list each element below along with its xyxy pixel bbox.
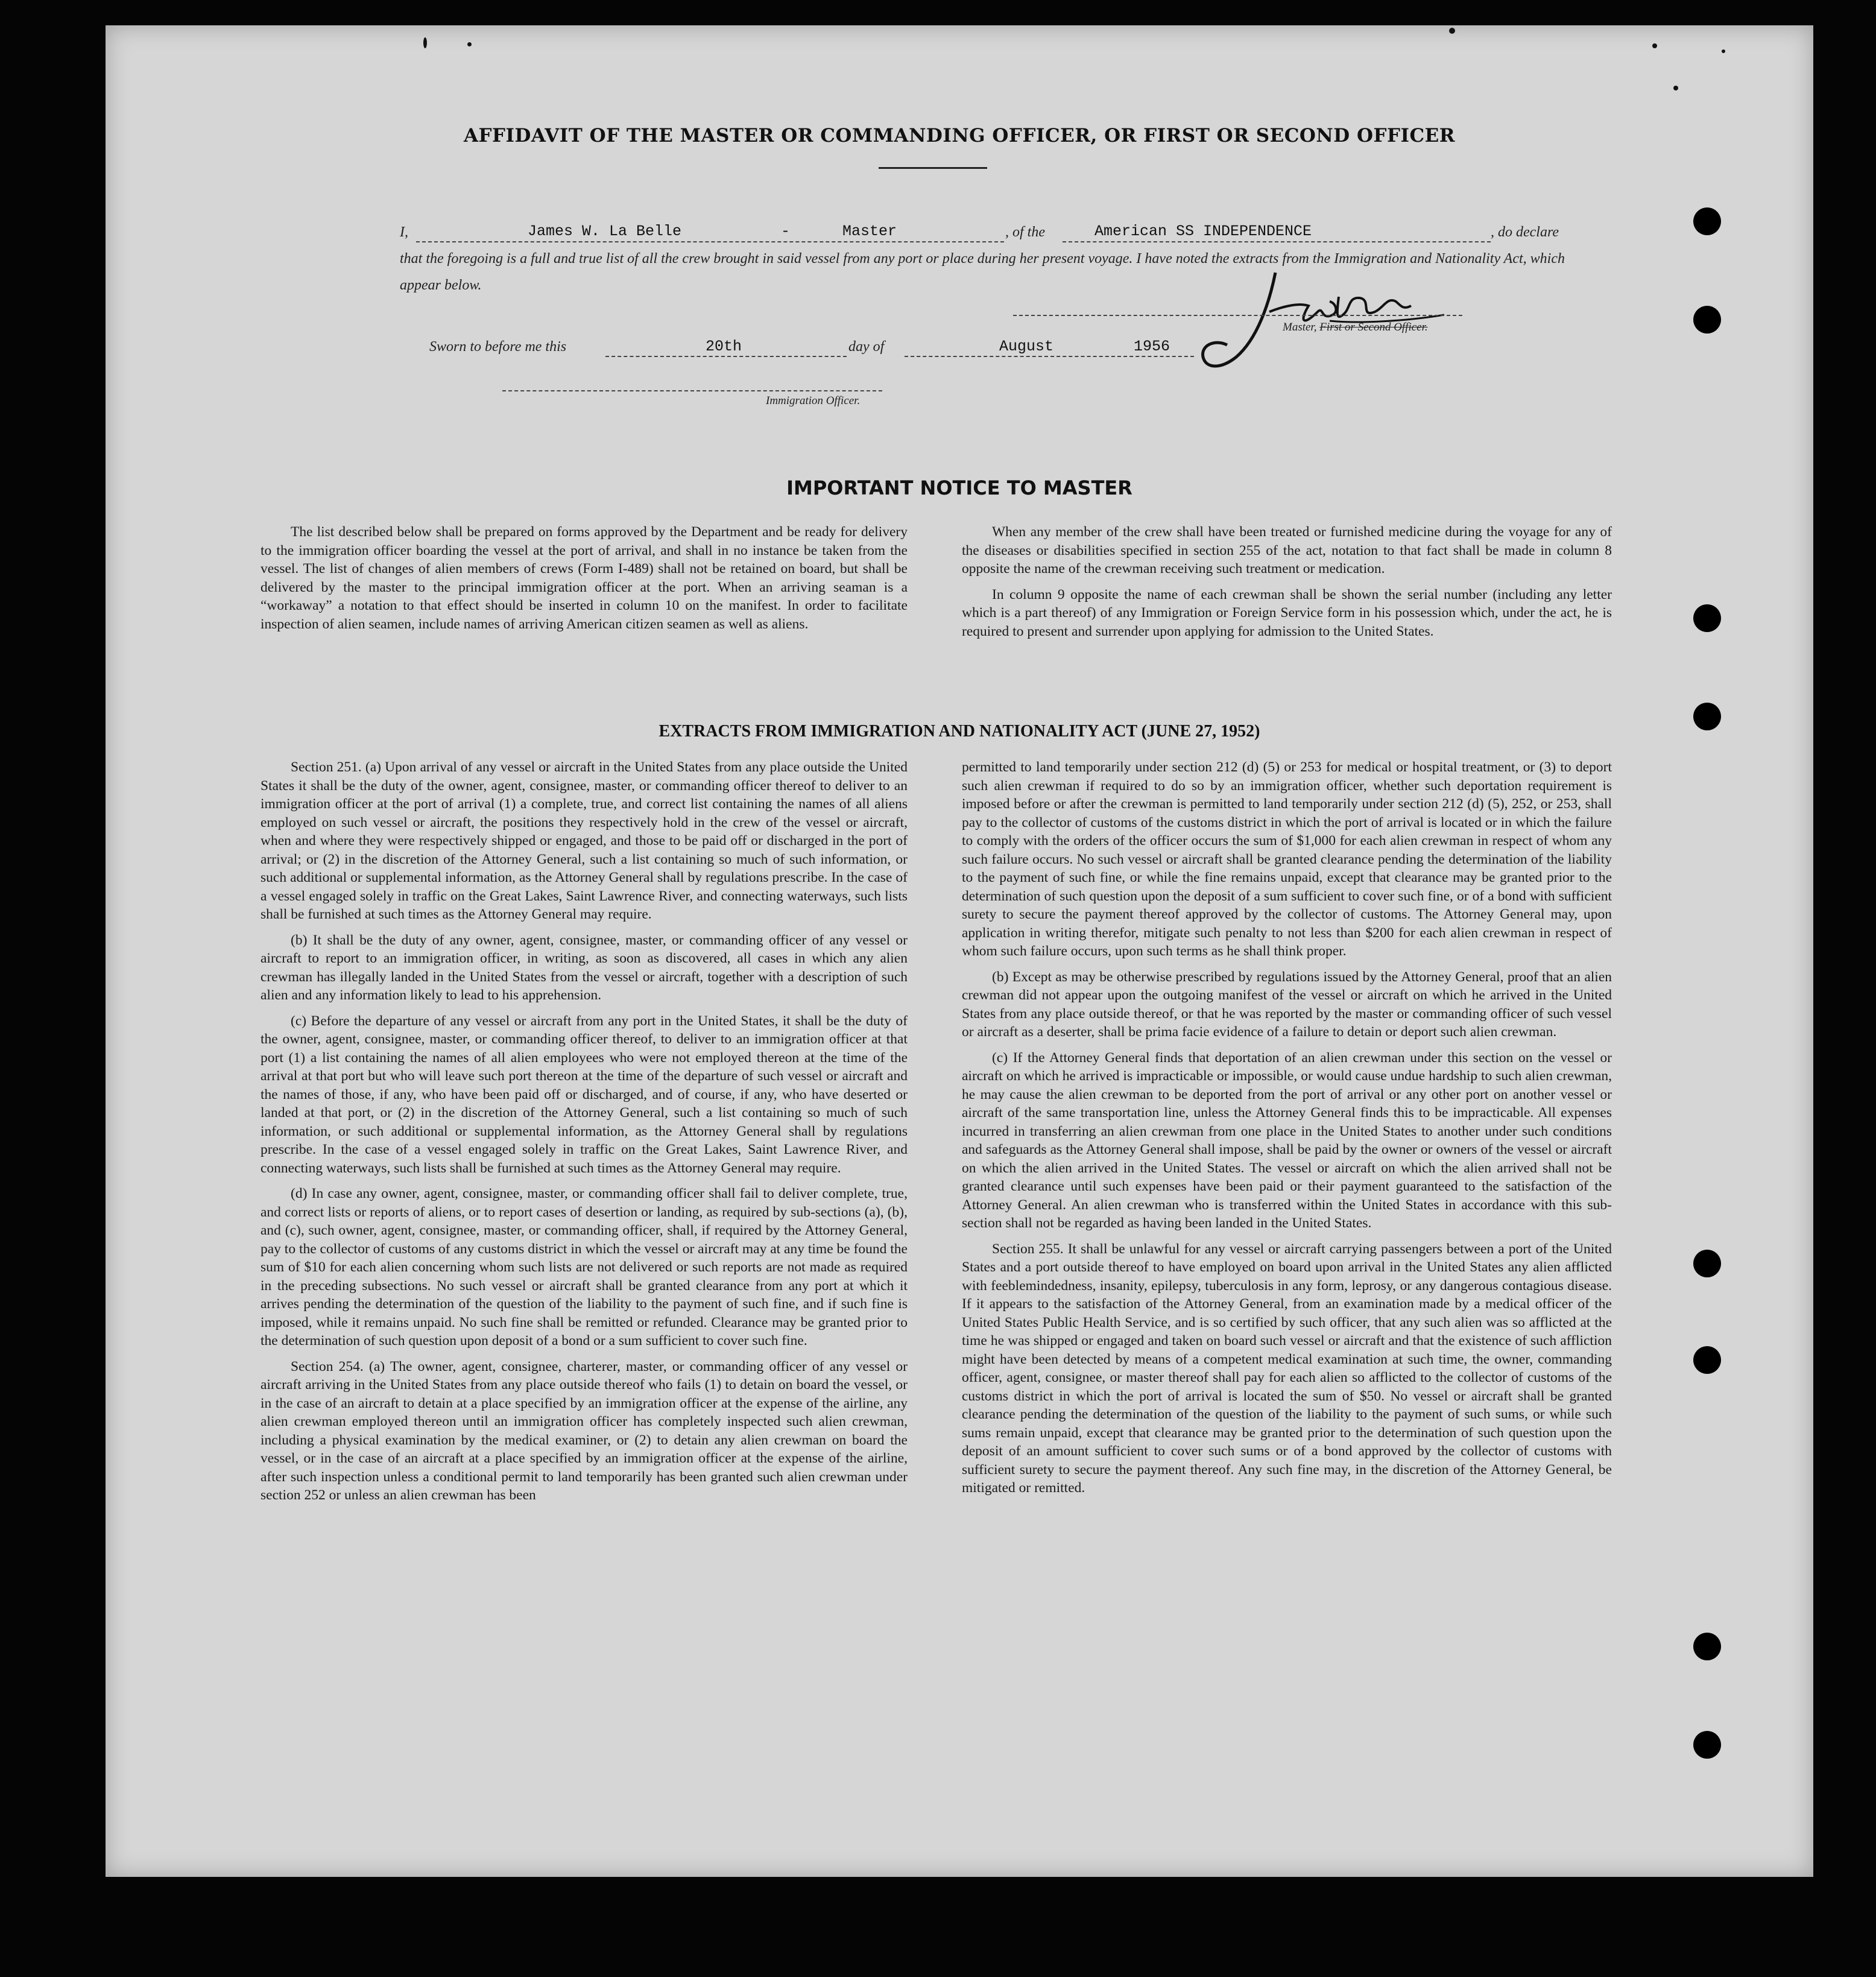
master-name: James W. La Belle — [528, 223, 682, 240]
sworn-day-line — [605, 356, 847, 357]
section-251-c: (c) Before the departure of any vessel or aircraft from any port in the United States, it shall be the duty of the owner, agent, consignee, master, or commanding officer thereof, to deliver to an immigration officer at that port (1) a list containing the names of all alien employees who were not employed thereon at the time of the arrival at that port but who will leave such port thereon at the time of the departure of such vessel or aircraft and the names of those, if any, who have been paid off or discharged, and of course, if any, who have deserted or landed at that port, or (2) in the discretion of the Attorney General, such a list containing so much of such information, or such additional or supplemental information, as the Attorney General shall by regulations prescribe. In the case of a vessel engaged solely in traffic on the Great Lakes, Saint Lawrence River, and connecting waterways, such lists shall be furnished at such times as the Attorney General may require. — [261, 1013, 908, 1176]
day-of-label: day of — [848, 339, 885, 355]
master-rank: Master — [842, 223, 897, 240]
extracts-title: EXTRACTS FROM IMMIGRATION AND NATIONALITY ACT (JUNE 27, 1952) — [658, 722, 1260, 741]
section-254-a: Section 254. (a) The owner, agent, consignee, charterer, master, or commanding officer of any vessel or aircraft arriving in the United States from any place outside thereof who fails (1) to detain on board the vessel, or in the case of an aircraft to detain at a place specified by an immigration officer at the expense of the airline, any alien crewman employed thereon until an immigration officer has completely inspected such alien crewman, including a physical examination by the medical examiner, or (2) to detain any alien crewman on board the vessel, or in the case of an aircraft at a place specified by an immigration officer at the expense of the airline, after such inspection unless a conditional permit to land temporarily has been granted such alien crewman under section 252 or unless an alien crewman has been — [261, 1358, 908, 1503]
signature-line — [1013, 315, 1462, 316]
punch-hole — [1693, 1731, 1721, 1759]
notice-right-paragraph-1: When any member of the crew shall have been treated or furnished medicine during the voyage for any of the diseases or disabilities specified in section 255 of the act, notation to that fact shall be made in column 8 opposite the name of the crewman receiving such treatment or medication. — [962, 524, 1612, 577]
section-255: Section 255. It shall be unlawful for any vessel or aircraft carrying passengers between a port of the United States and a port outside thereof to have employed on board upon arrival in the United States any alien afflicted with feeblemindedness, insanity, epilepsy, tuberculosis in any form, leprosy, or any dangerous contagious disease. If it appears to the satisfaction of the Attorney General, from an examination made by a medical officer of the United States Public Health Service, and is so certified by such officer, that any such alien was so afflicted at the time he was shipped or engaged and taken on board such vessel or aircraft and that the existence of such affliction might have been detected by means of a competent medical examination at such time, the owner, commanding officer, agent, consignee, or master thereof shall pay for each alien so afflicted to the collector of customs of the customs district in which the port of arrival is located the sum of $50. No vessel or aircraft shall be granted clearance pending the determination of the question of the liability to the payment of such sums, or while such sums remain unpaid, except that clearance may be granted prior to the determination of such question upon the deposit of an amount sufficient to cover such sums or of a bond approved by the collector of customs with sufficient surety to secure the payment thereof. Any such fine may, in the discretion of the Attorney General, be mitigated or remitted. — [962, 1241, 1612, 1496]
speck — [1652, 43, 1657, 48]
punch-hole — [1693, 207, 1721, 235]
declaration-prefix: I, — [400, 224, 408, 240]
caption-master: Master, — [1283, 321, 1317, 334]
declaration-text: that the foregoing is a full and true list of all the crew brought in said vessel from any port or place during her present voyage. I have noted the extracts from the Immigration and Nationality Act, which appear below. — [400, 251, 1565, 293]
do-declare-label: , do declare — [1491, 224, 1559, 240]
notice-title: IMPORTANT NOTICE TO MASTER — [786, 476, 1132, 499]
punch-hole — [1693, 306, 1721, 334]
punch-hole — [1693, 604, 1721, 632]
punch-hole — [1693, 1250, 1721, 1277]
name-dash: - — [781, 223, 791, 240]
document-page — [106, 25, 1813, 1877]
of-the-label: , of the — [1005, 224, 1045, 240]
extracts-left-column — [261, 758, 908, 1512]
notice-left-paragraph: The list described below shall be prepared on forms approved by the Department and be ready for delivery to the immigration officer boarding the vessel at the port of arrival, and shall in no instance be taken from the vessel. The list of changes of alien members of crews (Form I-489) shall not be retained on board, but shall be delivered by the master to the principal immigration officer at the port. When an arriving seaman is a “workaway” a notation to that effect should be inserted in column 10 on the manifest. In order to facilitate inspection of alien seamen, include names of arriving American citizen seamen as well as aliens. — [261, 524, 908, 632]
speck — [1449, 28, 1455, 34]
sworn-prefix: Sworn to before me this — [429, 339, 567, 355]
extracts-right-column — [962, 758, 1612, 1505]
speck — [1673, 86, 1678, 90]
section-251-a: Section 251. (a) Upon arrival of any vessel or aircraft in the United States from any place outside the United States it shall be the duty of the owner, agent, consignee, master, or commanding officer thereof to deliver to an immigration officer at the port of arrival (1) a complete, true, and correct list containing the names of all aliens employed on such vessel or aircraft, the positions they respectively hold in the crew of the vessel or aircraft, when and where they were respectively shipped or engaged, and those to be paid off or discharged in the port of arrival; or (2) in the discretion of the Attorney General, such a list containing so much of such information, or such additional or supplemental information, as the Attorney General shall by regulations prescribe. In the case of a vessel engaged solely in traffic on the Great Lakes, Saint Lawrence River, and connecting waterways, such lists shall be furnished at such times as the Attorney General may require. — [261, 759, 908, 922]
notice-left-column — [261, 523, 908, 641]
caption-struck: First or Second Officer. — [1319, 321, 1428, 334]
master-name-line — [416, 241, 1004, 242]
punch-hole — [1693, 1633, 1721, 1660]
title-rule — [879, 167, 987, 169]
speck — [1722, 49, 1725, 53]
speck — [467, 42, 472, 46]
affidavit-title: AFFIDAVIT OF THE MASTER OR COMMANDING OFFICER, OR FIRST OR SECOND OFFICER — [463, 125, 1456, 147]
punch-hole — [1693, 703, 1721, 730]
signature-caption — [1283, 321, 1428, 334]
notice-right-paragraph-2: In column 9 opposite the name of each crewman shall be shown the serial number (including any letter which is a part thereof) of any Immigration or Foreign Service form in his possession which, under the act, he is required to present and surrender upon applying for admission to the United States. — [962, 586, 1612, 639]
sworn-year: 1956 — [1134, 338, 1170, 355]
section-254-c: (c) If the Attorney General finds that deportation of an alien crewman under this section on the vessel or aircraft on which he arrived is impracticable or impossible, or would cause undue hardship to such alien crewman, he may cause the alien crewman to be deported from the port of arrival or any other port on another vessel or aircraft of the same transportation line, unless the Attorney General finds this to be impracticable. All expenses incurred in transferring an alien crewman from one place in the United States to another under such conditions and safeguards as the Attorney General shall impose, shall be paid by the owner or owners of the vessel or aircraft on which the alien arrived in the United States. The vessel or aircraft on which the alien arrived shall not be granted clearance until such expenses have been paid or their payment guaranteed to the satisfaction of the Attorney General. An alien crewman who is transferred within the United States in accordance with this sub-section shall not be regarded as having been landed in the United States. — [962, 1049, 1612, 1231]
vessel-line — [1063, 241, 1491, 242]
notice-right-column — [962, 523, 1612, 648]
section-254-a-continued: permitted to land temporarily under section 212 (d) (5) or 253 for medical or hospital treatment, or (3) to deport such alien crewman if required to do so by an immigration officer, whether such deportation requirement is imposed before or after the crewman is permitted to land temporarily under section 212 (d) (5), 252, or 253, shall pay to the collector of customs of the customs district in which the port of arrival is located or in which the failure to comply with the orders of the officer occurs the sum of $1,000 for each alien crewman in respect of whom any such failure occurs. No such vessel or aircraft shall be granted clearance pending the determination of the liability to the payment of such fine, or while the fine remains unpaid, except that clearance may be granted prior to the determination of such question upon the deposit of a sum sufficient to cover such fine, or of a bond with sufficient surety to secure the payment thereof approved by the collector of customs. The Attorney General may, upon application in writing therefor, mitigate such penalty to not less than $200 for each alien crewman in respect of whom such failure occurs, upon such terms as he shall think proper. — [962, 759, 1612, 959]
vessel-name: American SS INDEPENDENCE — [1094, 223, 1312, 240]
section-251-d: (d) In case any owner, agent, consignee, master, or commanding officer shall fail to deliver complete, true, and correct lists or reports of aliens, or to report cases of desertion or landing, as required by sub-sections (a), (b), and (c), such owner, agent, consignee, master, or commanding officer, shall, if required by the Attorney General, pay to the collector of customs of any customs district in which the vessel or aircraft may at any time be found the sum of $10 for each alien concerning whom such lists are not delivered or such reports are not made as required in the preceding subsections. No such vessel or aircraft shall be granted clearance from any port at which it arrives pending the determination of the question of the liability to the payment of such fine, and if such fine is imposed, while it remains unpaid. No such fine shall be remitted or refunded. Clearance may be granted prior to the determination of such question upon deposit of a bond or a sum sufficient to cover such fine. — [261, 1186, 908, 1349]
sworn-date-line — [905, 356, 1194, 357]
sworn-month: August — [999, 338, 1054, 355]
punch-hole — [1693, 1346, 1721, 1374]
officer-caption: Immigration Officer. — [766, 394, 861, 407]
section-254-b: (b) Except as may be otherwise prescribed by regulations issued by the Attorney General, proof that an alien crewman did not appear upon the outgoing manifest of the vessel or aircraft on which he arrived in the United States from any place outside thereof, or that he was reported by the master or commanding officer of such vessel or aircraft as a deserter, shall be prima facie evidence of a failure to detain or deport such alien crewman. — [962, 969, 1612, 1040]
sworn-day: 20th — [706, 338, 742, 355]
officer-line — [502, 390, 882, 391]
master-signature — [1179, 255, 1468, 381]
speck — [423, 37, 427, 48]
section-251-b: (b) It shall be the duty of any owner, agent, consignee, master, or commanding officer of any vessel or aircraft to report to an immigration officer, in writing, as soon as discovered, all cases in which any alien crewman has illegally landed in the United States from the vessel or aircraft, together with a description of such alien and any information likely to lead to his apprehension. — [261, 932, 908, 1003]
